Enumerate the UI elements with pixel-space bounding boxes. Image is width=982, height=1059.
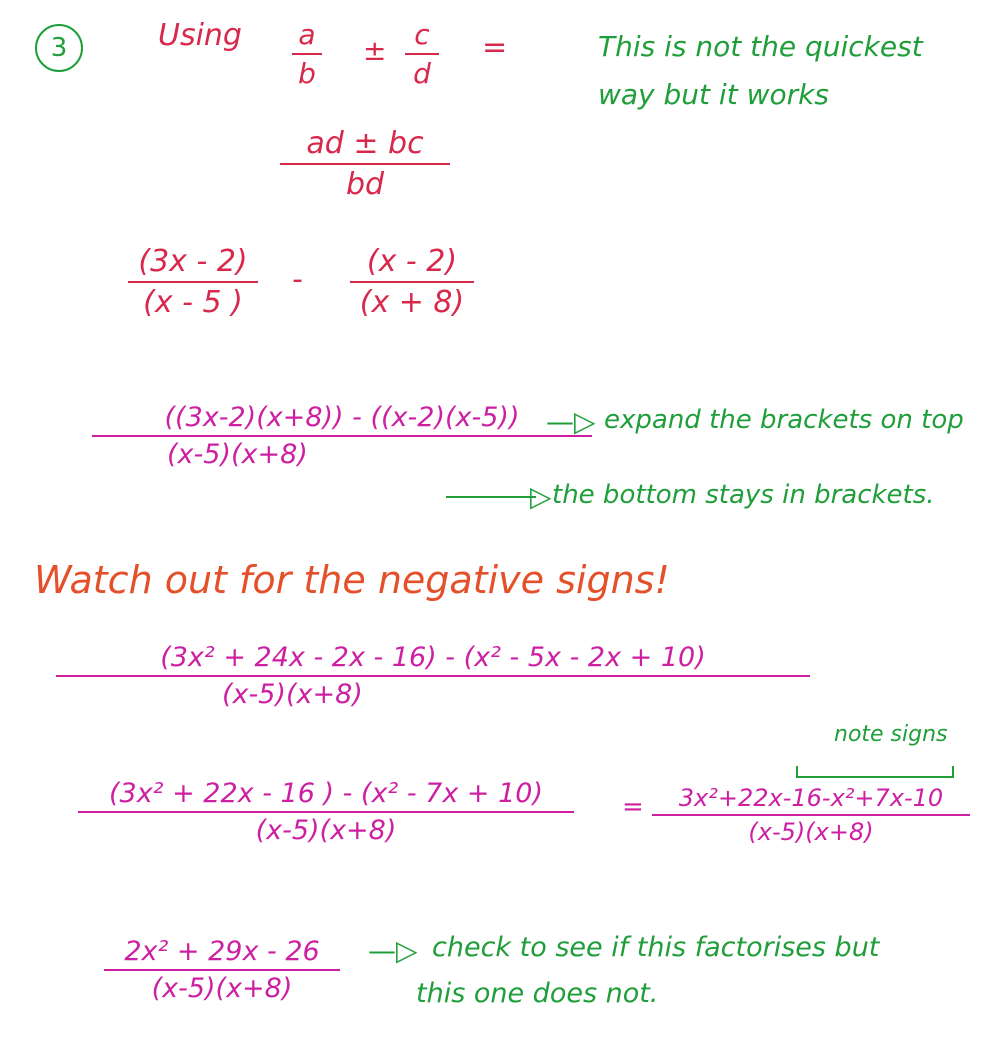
fraction-bar <box>78 811 574 813</box>
rule-result-fraction <box>280 126 450 202</box>
using-label: Using <box>158 18 242 53</box>
signs-bracket <box>796 766 954 778</box>
expanded-fraction <box>56 642 810 710</box>
note-signs: note signs <box>834 722 948 747</box>
step-number: 3 <box>50 33 68 63</box>
plus-minus-sign: ± <box>363 34 387 67</box>
fraction-a-over-b <box>292 18 322 90</box>
combined-denominator: (x-5)(x+8) <box>167 439 308 470</box>
note-factorise-line-1: check to see if this factorises but <box>432 932 880 963</box>
note-expand: expand the brackets on top <box>604 405 964 435</box>
rule-result-denominator: bd <box>345 167 385 202</box>
final-fraction <box>104 936 340 1004</box>
fraction-d: d <box>413 57 431 90</box>
combined-numerator: ((3x-2)(x+8)) - ((x-2)(x-5)) <box>164 402 520 433</box>
combined-fraction <box>92 402 592 470</box>
fraction-bar <box>128 281 258 283</box>
arrow-icon: —▷ <box>546 405 596 438</box>
problem-denominator-2: (x + 8) <box>359 285 465 320</box>
final-denominator: (x-5)(x+8) <box>151 973 293 1004</box>
note-factorise-line-2: this one does not. <box>416 978 659 1009</box>
note-quickest-line-2: way but it works <box>598 78 829 111</box>
warning-heading: Watch out for the negative signs! <box>34 558 670 602</box>
fraction-c-over-d <box>405 18 439 90</box>
fraction-c: c <box>414 18 430 51</box>
expanded-numerator: (3x² + 24x - 2x - 16) - (x² - 5x - 2x + 10) <box>160 642 706 673</box>
simplified-rhs-fraction <box>652 784 970 846</box>
note-bottom: the bottom stays in brackets. <box>552 480 935 510</box>
simplified-denominator: (x-5)(x+8) <box>255 815 397 846</box>
problem-minus-sign: - <box>292 262 303 297</box>
fraction-bar <box>56 675 810 677</box>
expanded-denominator: (x-5)(x+8) <box>222 679 363 710</box>
arrow-line <box>446 496 536 498</box>
rule-result-numerator: ad ± bc <box>306 126 424 161</box>
fraction-bar <box>350 281 474 283</box>
simplified-equals-sign: = <box>622 792 644 822</box>
arrow-head-icon: ▷ <box>530 480 552 513</box>
note-quickest-line-1: This is not the quickest <box>598 30 923 63</box>
final-numerator: 2x² + 29x - 26 <box>124 936 320 967</box>
fraction-bar <box>92 435 592 437</box>
simplified-fraction <box>78 778 574 846</box>
problem-fraction-2 <box>350 244 474 320</box>
arrow-icon: —▷ <box>368 934 418 967</box>
fraction-bar <box>652 814 970 816</box>
fraction-bar <box>405 53 439 55</box>
fraction-b: b <box>298 57 316 90</box>
problem-numerator-2: (x - 2) <box>366 244 458 279</box>
problem-fraction-1 <box>128 244 258 320</box>
fraction-bar <box>280 163 450 165</box>
equals-sign: = <box>482 30 508 65</box>
fraction-a: a <box>298 18 316 51</box>
problem-denominator-1: (x - 5 ) <box>143 285 243 320</box>
fraction-bar <box>292 53 322 55</box>
step-number-badge <box>35 24 83 72</box>
fraction-bar <box>104 969 340 971</box>
simplified-rhs-denominator: (x-5)(x+8) <box>748 818 874 846</box>
problem-numerator-1: (3x - 2) <box>138 244 248 279</box>
simplified-numerator: (3x² + 22x - 16 ) - (x² - 7x + 10) <box>108 778 543 809</box>
simplified-rhs-numerator: 3x²+22x-16-x²+7x-10 <box>678 784 944 812</box>
